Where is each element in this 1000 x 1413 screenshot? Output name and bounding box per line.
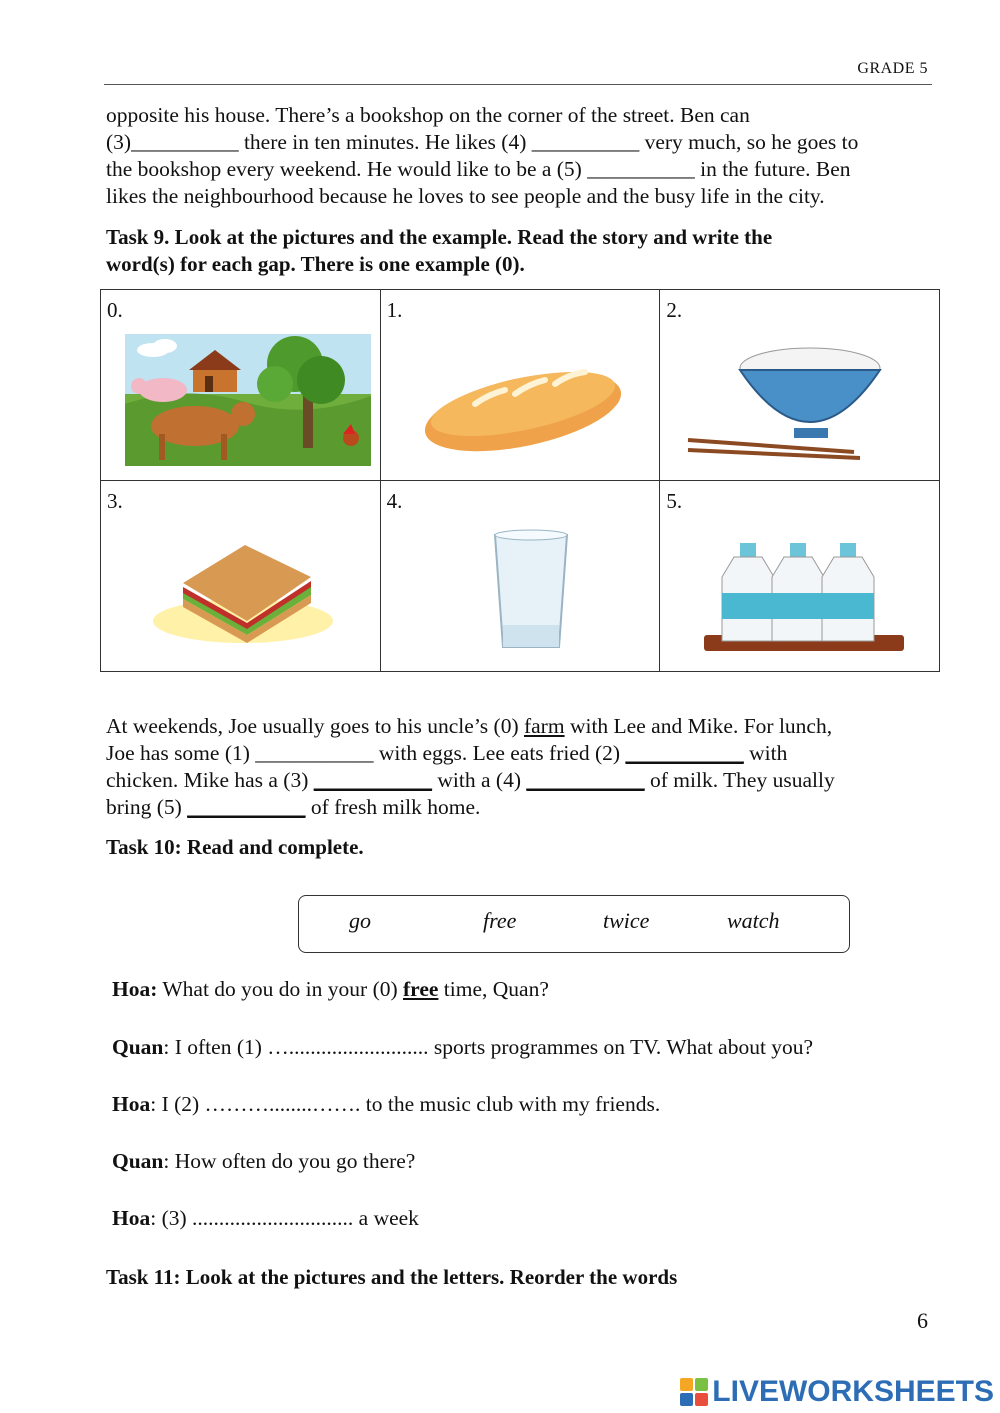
- dialogue-line: Quan: How often do you go there?: [112, 1149, 416, 1173]
- picture-cell-5: 5.: [660, 481, 940, 672]
- word-watch: watch: [727, 908, 780, 933]
- fill-blank-line[interactable]: : I (2) ………........……. to the music club with my friends.: [150, 1092, 661, 1116]
- grade-label: GRADE 5: [857, 60, 928, 77]
- logo-text: LIVEWORKSHEETS: [712, 1375, 994, 1408]
- page-number: 6: [917, 1308, 928, 1333]
- speaker-name: Hoa:: [112, 977, 158, 1001]
- task9-title: Task 9. Look at the pictures and the example. Read the story and write the word(s) for each gap. There is one example (0).: [106, 225, 773, 276]
- farm-picture-icon: [125, 334, 371, 466]
- dialogue-line: [112, 1035, 813, 1060]
- word-twice: twice: [603, 908, 650, 933]
- dialogue-line: [112, 1206, 419, 1231]
- answer-blank-5[interactable]: ___________: [187, 795, 306, 819]
- bread-picture-icon: [405, 334, 651, 466]
- task11-title: Task 11: Look at the pictures and the letters. Reorder the words: [106, 1265, 678, 1289]
- picture-cell-4: 4.: [380, 481, 660, 672]
- picture-cell-3: 3.: [101, 481, 381, 672]
- reading-line: (3)__________ there in ten minutes. He likes (4) __________ very much, so he goes to: [106, 130, 859, 154]
- reading-line: the bookshop every weekend. He would like to be a (5) __________ in the future. Ben: [106, 157, 851, 181]
- glass-picture-icon: [405, 525, 651, 657]
- milk-bottles-picture-icon: [684, 525, 930, 657]
- rice-bowl-picture-icon: [684, 334, 930, 466]
- dialogue-line: [112, 1092, 660, 1117]
- reading-passage: [106, 102, 936, 210]
- picture-cell-0: 0.: [101, 290, 381, 481]
- speaker-name: Hoa: [112, 1206, 151, 1230]
- answer-blank-4[interactable]: ___________: [526, 768, 645, 792]
- reading-line: opposite his house. There’s a bookshop on the corner of the street. Ben can: [106, 103, 750, 127]
- task10-title: Task 10: Read and complete.: [106, 835, 364, 859]
- dialogue-line: Hoa: What do you do in your (0) free time, Quan?: [112, 977, 549, 1001]
- example-answer: farm: [523, 714, 565, 738]
- header-divider: [104, 84, 932, 85]
- speaker-name: Quan: [112, 1149, 164, 1173]
- picture-grid: [100, 289, 940, 672]
- fill-blank-line[interactable]: : I often (1) ….......................... sports programmes on TV. What about you?: [163, 1035, 814, 1059]
- word-go: go: [349, 908, 371, 933]
- sandwich-picture-icon: [125, 525, 371, 657]
- task9-story: At weekends, Joe usually goes to his uncle’s (0) farm with Lee and Mike. For lunch, Joe has some (1) ___________ with eggs. Lee eats fried (2) ___________ with chicken. Mike has a (3) ___________ with a (4) ___________ of milk. They usually bring (5) ___________ of fresh milk home.: [106, 714, 835, 819]
- liveworksheets-logo[interactable]: [680, 1375, 994, 1409]
- speaker-name: Hoa: [112, 1092, 151, 1116]
- picture-cell-1: 1.: [380, 290, 660, 481]
- picture-cell-2: 2.: [660, 290, 940, 481]
- word-box: [298, 895, 850, 953]
- speaker-name: Quan: [112, 1035, 164, 1059]
- answer-blank-2[interactable]: ___________: [625, 741, 744, 765]
- example-answer: free: [403, 977, 439, 1001]
- logo-mark-icon: [680, 1378, 708, 1406]
- word-free: free: [483, 908, 517, 933]
- answer-blank-3[interactable]: ___________: [313, 768, 433, 792]
- fill-blank-line[interactable]: : (3) .............................. a week: [150, 1206, 419, 1230]
- reading-line: likes the neighbourhood because he loves to see people and the busy life in the city.: [106, 184, 825, 208]
